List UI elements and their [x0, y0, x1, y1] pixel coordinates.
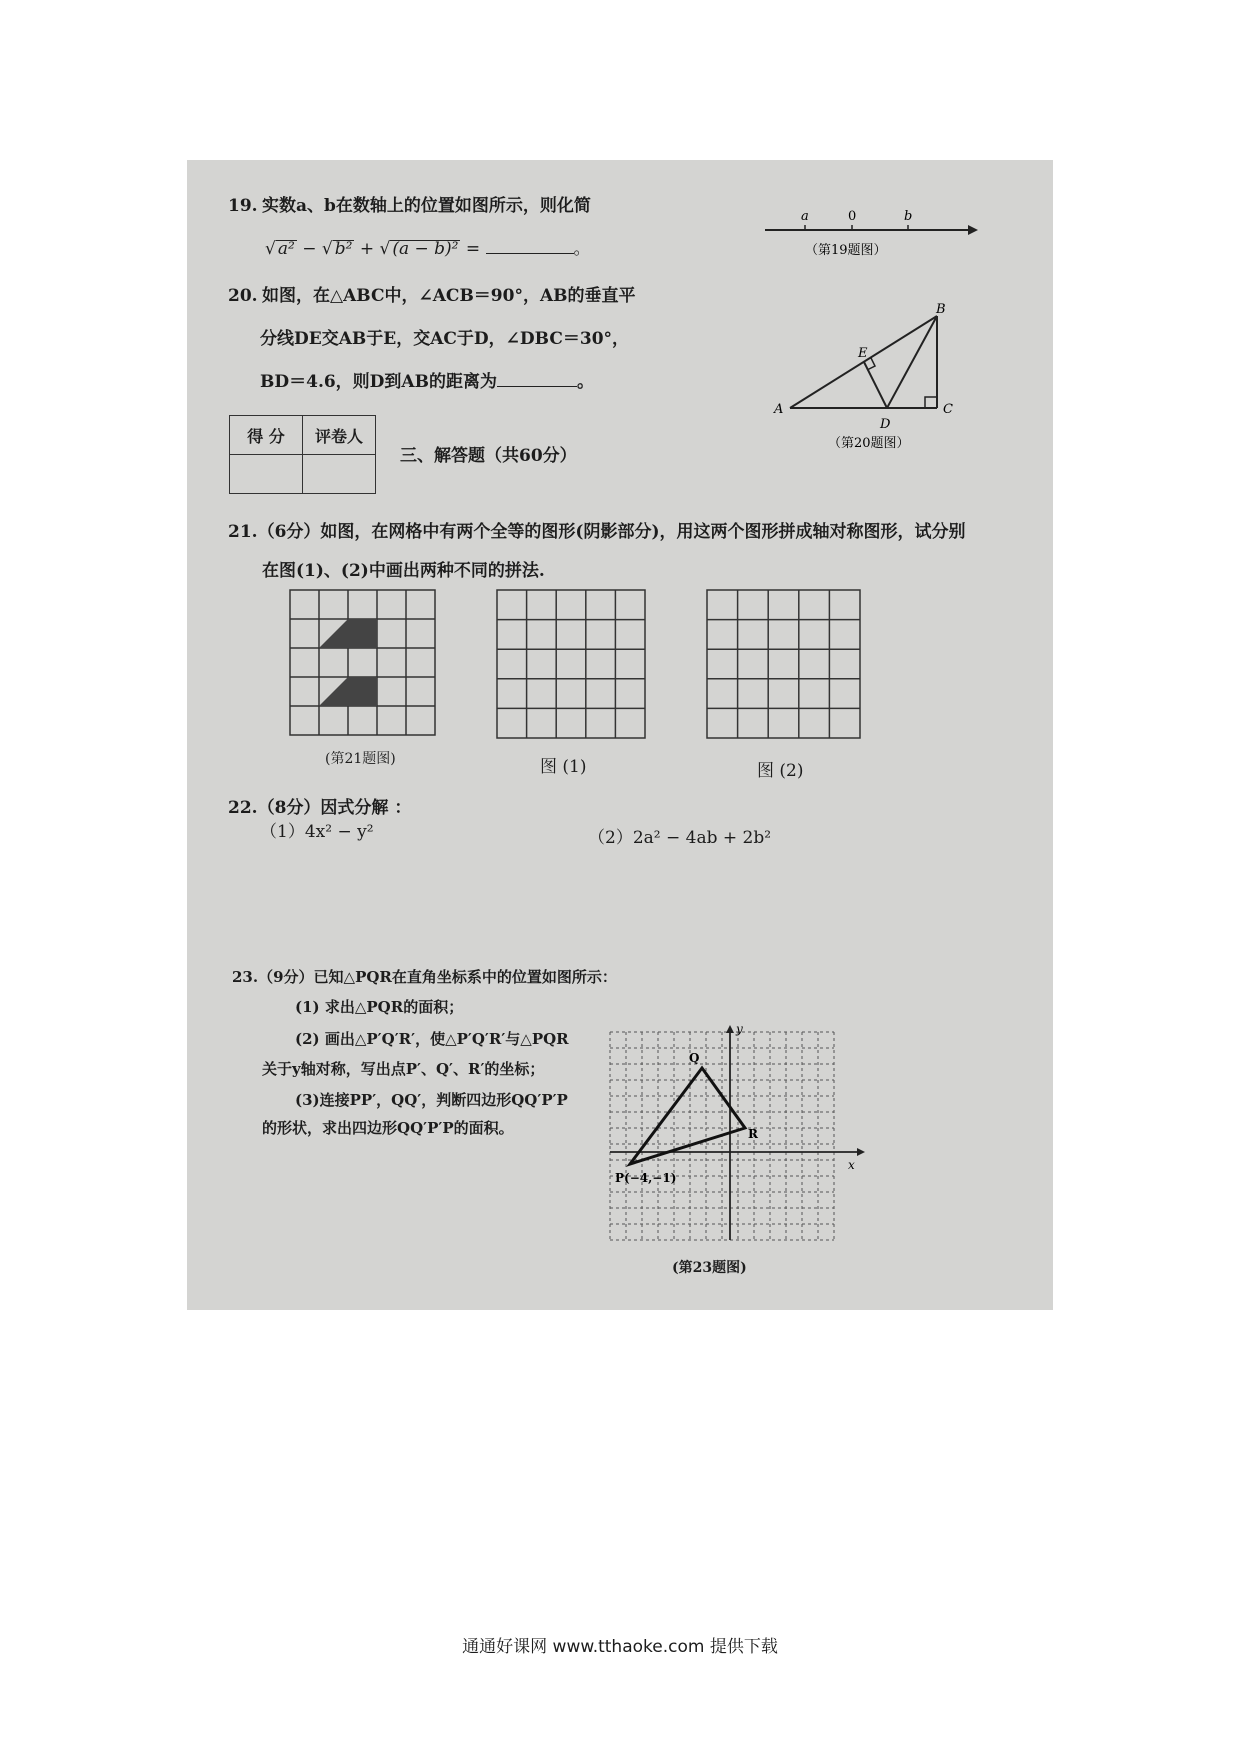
score-cell[interactable] — [230, 455, 303, 494]
q23-point-R: R — [748, 1127, 758, 1141]
q20-point-C: C — [943, 402, 953, 417]
q20-triangle-figure — [760, 302, 970, 455]
q19-minus: − — [302, 239, 317, 259]
q21-grid-given — [290, 590, 440, 735]
q20-line3-text: BD＝4.6，则D到AB的距离为 — [260, 372, 497, 392]
q20-line2: 分线DE交AB于E，交AC于D，∠DBC＝30°， — [260, 329, 630, 349]
q23-line5: (3)连接PP′，QQ′，判断四边形QQ′P′P — [295, 1091, 568, 1109]
q19-label-zero: 0 — [848, 209, 857, 224]
page-footer: 通通好课网 www.tthaoke.com 提供下载 — [462, 1637, 778, 1657]
q20-point-D: D — [880, 417, 891, 432]
q23-caption: (第23题图) — [672, 1260, 747, 1276]
q23-line6: 的形状，求出四边形QQ′P′P的面积。 — [262, 1119, 514, 1137]
q21-caption-1: 图 (1) — [540, 757, 587, 777]
q20-end: 。 — [577, 372, 594, 392]
q19-caption: （第19题图） — [805, 243, 887, 258]
q23-line1: 23.（9分）已知△PQR在直角坐标系中的位置如图所示： — [232, 968, 617, 986]
q19-formula: √ a² − √ b² + √ (a − b)² = 。 — [265, 239, 591, 259]
q21-grid-2[interactable] — [707, 590, 862, 740]
q23-point-P: P(−4,−1) — [615, 1171, 677, 1185]
score-table-col2: 评卷人 — [303, 416, 376, 455]
q21-shaded-shape-bottom — [319, 677, 377, 706]
q22-part2: （2）2a² − 4ab + 2b² — [588, 828, 772, 848]
q21-grid-1[interactable] — [497, 590, 647, 735]
q21-line1: 21.（6分）如图，在网格中有两个全等的图形(阴影部分)，用这两个图形拼成轴对称图形，试分别 — [228, 522, 966, 542]
q19-end: 。 — [573, 239, 591, 259]
grader-cell[interactable] — [303, 455, 376, 494]
q21-caption-main: (第21题图) — [325, 751, 396, 767]
q23-coordinate-grid — [605, 1022, 865, 1250]
q21-shaded-shape-top — [319, 619, 377, 648]
q19-number: 19. — [228, 196, 258, 216]
q19-number-line — [760, 200, 980, 260]
q23-line4: 关于y轴对称，写出点P′、Q′、R′的坐标； — [262, 1060, 545, 1078]
q20-point-A: A — [774, 402, 784, 417]
q20-caption: （第20题图） — [828, 436, 910, 451]
score-table — [229, 415, 376, 494]
section3-heading: 三、解答题（共60分） — [400, 446, 577, 466]
q20-point-E: E — [858, 346, 868, 361]
q19-label-a: a — [801, 209, 809, 224]
q19-answer-blank[interactable] — [486, 253, 574, 254]
q22-line1: 22.（8分）因式分解 ： — [228, 798, 412, 818]
score-table-col1: 得 分 — [230, 416, 303, 455]
q23-point-Q: Q — [689, 1051, 700, 1065]
q20-answer-blank[interactable] — [497, 386, 577, 387]
q23-line2: (1) 求出△PQR的面积； — [295, 998, 464, 1016]
q21-line2: 在图(1)、(2)中画出两种不同的拼法. — [262, 561, 545, 581]
q19-label-b: b — [904, 209, 913, 224]
q21-caption-2: 图 (2) — [757, 761, 804, 781]
q19-equals: = — [465, 239, 481, 259]
q19-sqrt-a: a² — [277, 239, 295, 259]
q23-axis-y: y — [736, 1022, 743, 1036]
q19-text: 实数a、b在数轴上的位置如图所示，则化简 — [262, 196, 591, 216]
q20-number: 20. — [228, 286, 258, 306]
q22-part1: （1）4x² − y² — [260, 822, 374, 842]
q23-triangle-PQR — [630, 1068, 745, 1164]
q19-sqrt-ab: (a − b)² — [392, 239, 459, 259]
q20-line1: 如图，在△ABC中，∠ACB＝90°，AB的垂直平 — [262, 286, 636, 306]
q23-line3: (2) 画出△P′Q′R′，使△P′Q′R′与△PQR — [295, 1030, 569, 1048]
q20-point-B: B — [936, 302, 946, 317]
q20-line3 — [260, 374, 594, 391]
q23-axis-x: x — [848, 1158, 855, 1172]
q19-sqrt-b: b² — [334, 239, 353, 259]
q19-plus: + — [359, 239, 375, 259]
